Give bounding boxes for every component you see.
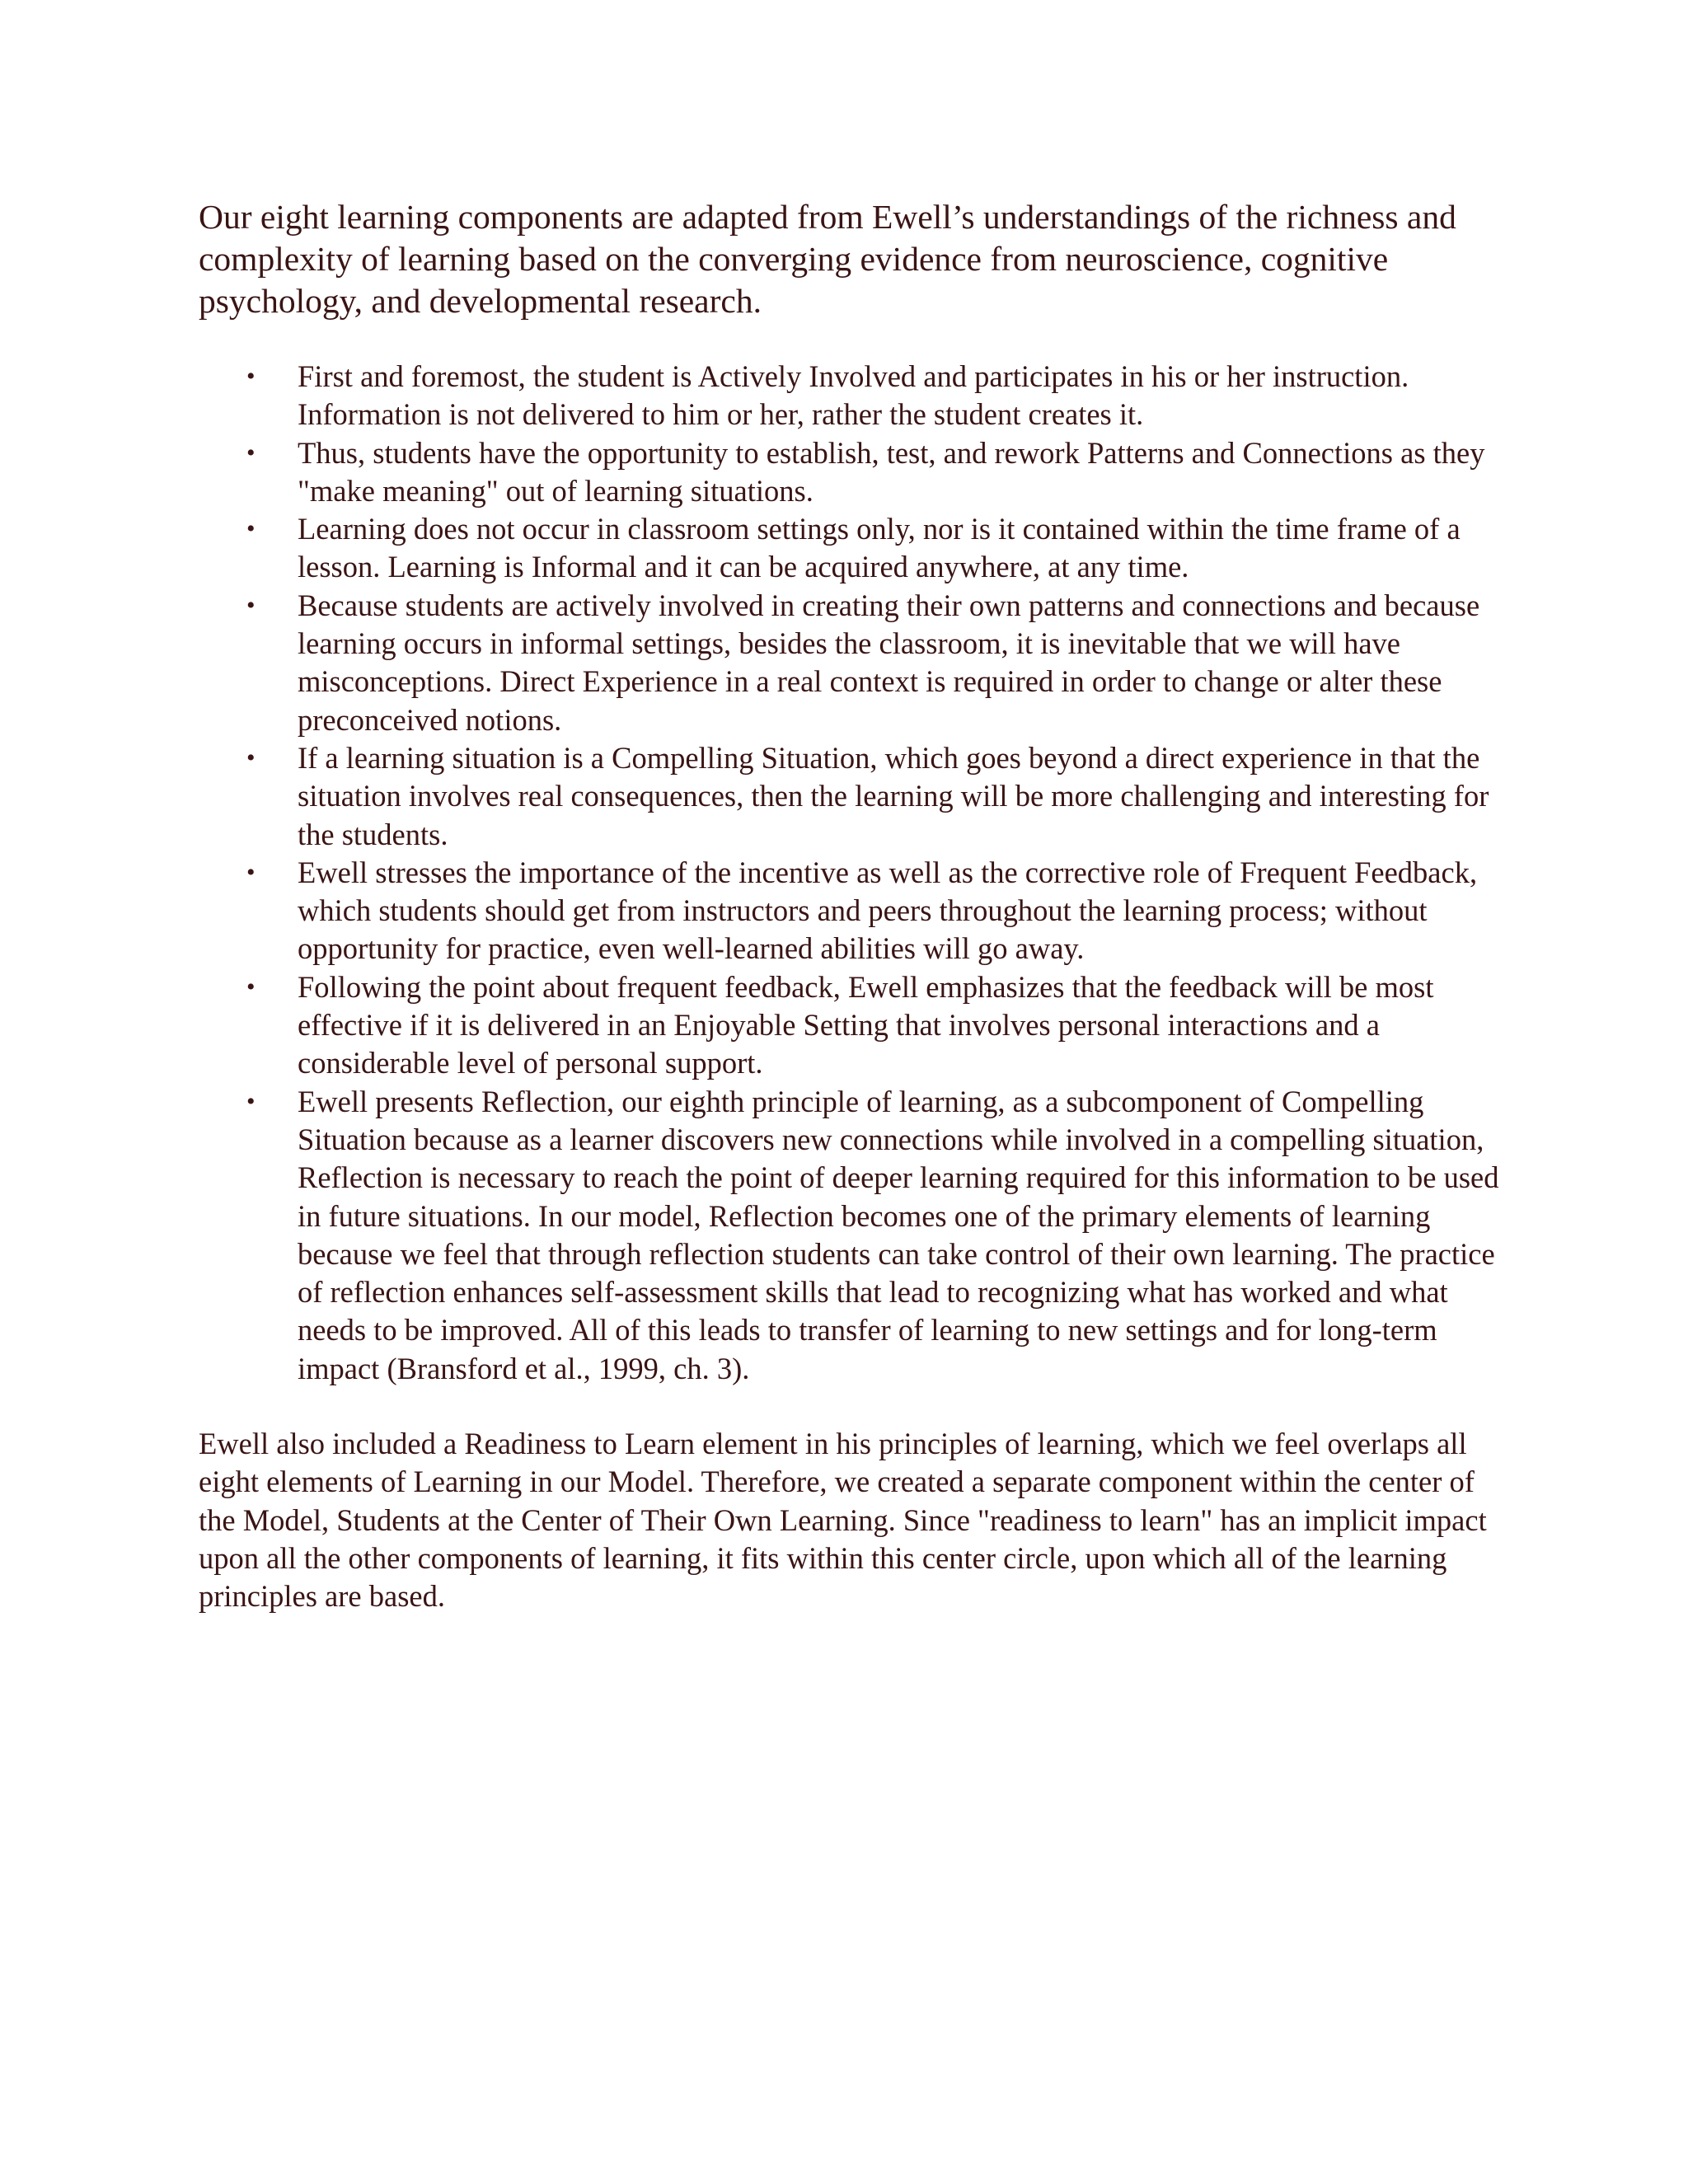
list-item xyxy=(199,739,1501,854)
bullet-icon: • xyxy=(246,438,256,466)
list-item xyxy=(199,358,1501,434)
list-item xyxy=(199,510,1501,587)
list-item-text: Because students are actively involved in creating their own patterns and connections and because learning occurs in informal settings, besides the classroom, it is inevitable that we will have misconceptions. Direct Experience in a real context is required in order to change or alter these preconceived notions. xyxy=(298,588,1480,737)
intro-paragraph: Our eight learning components are adapted from Ewell’s understandings of the richness and complexity of learning based on the converging evidence from neuroscience, cognitive psychology, and developmental research. xyxy=(199,198,1456,320)
bullet-icon: • xyxy=(246,743,256,771)
list-item-text: First and foremost, the student is Actively Involved and participates in his or her instruction. Information is not delivered to him or her, rather the student creates it. xyxy=(298,359,1409,432)
list-item-text: Ewell presents Reflection, our eighth principle of learning, as a subcomponent of Compelling Situation because as a learner discovers new connections while involved in a compelling situation, Reflection is necessary to reach the point of deeper learning required for this information to be used in future situations. In our model, Reflection becomes one of the primary elements of learning because we feel that through reflection students can take control of their own learning. The practice of reflection enhances self-assessment skills that lead to recognizing what has worked and what needs to be improved. All of this leads to transfer of learning to new settings and for long-term impact (Bransford et al., 1999, ch. 3). xyxy=(298,1084,1499,1385)
bullet-icon: • xyxy=(246,515,256,543)
list-item xyxy=(199,968,1501,1083)
bullet-icon: • xyxy=(246,972,256,1001)
list-item xyxy=(199,1083,1501,1388)
list-item-text: Thus, students have the opportunity to establish, test, and rework Patterns and Connections as they "make meaning" out of learning situations. xyxy=(298,435,1485,508)
bullet-icon: • xyxy=(246,858,256,886)
bullet-icon: • xyxy=(246,1087,256,1115)
learning-components-list xyxy=(199,358,1501,1388)
closing-paragraph: Ewell also included a Readiness to Learn element in his principles of learning, which we feel overlaps all eight elements of Learning in our Model. Therefore, we created a separate component within the center of the Model, Students at the Center of Their Own Learning. Since "readiness to learn" has an implicit impact upon all the other components of learning, it fits within this center circle, upon which all of the learning principles are based. xyxy=(199,1427,1487,1614)
list-item-text: Following the point about frequent feedback, Ewell emphasizes that the feedback will be most effective if it is delivered in an Enjoyable Setting that involves personal interactions and a considerable level of personal support. xyxy=(298,969,1434,1080)
list-item-text: If a learning situation is a Compelling Situation, which goes beyond a direct experience in that the situation involves real consequences, then the learning will be more challenging and interesting for the students. xyxy=(298,740,1489,851)
document-page xyxy=(199,196,1501,1616)
list-item-text: Learning does not occur in classroom settings only, nor is it contained within the time frame of a lesson. Learning is Informal and it can be acquired anywhere, at any time. xyxy=(298,512,1461,584)
bullet-icon: • xyxy=(246,591,256,619)
list-item xyxy=(199,434,1501,511)
list-item xyxy=(199,587,1501,739)
list-item-text: Ewell stresses the importance of the incentive as well as the corrective role of Frequent Feedback, which students should get from instructors and peers throughout the learning process; without opportunity for practice, even well-learned abilities will go away. xyxy=(298,855,1478,966)
list-item xyxy=(199,854,1501,968)
bullet-icon: • xyxy=(246,363,256,390)
